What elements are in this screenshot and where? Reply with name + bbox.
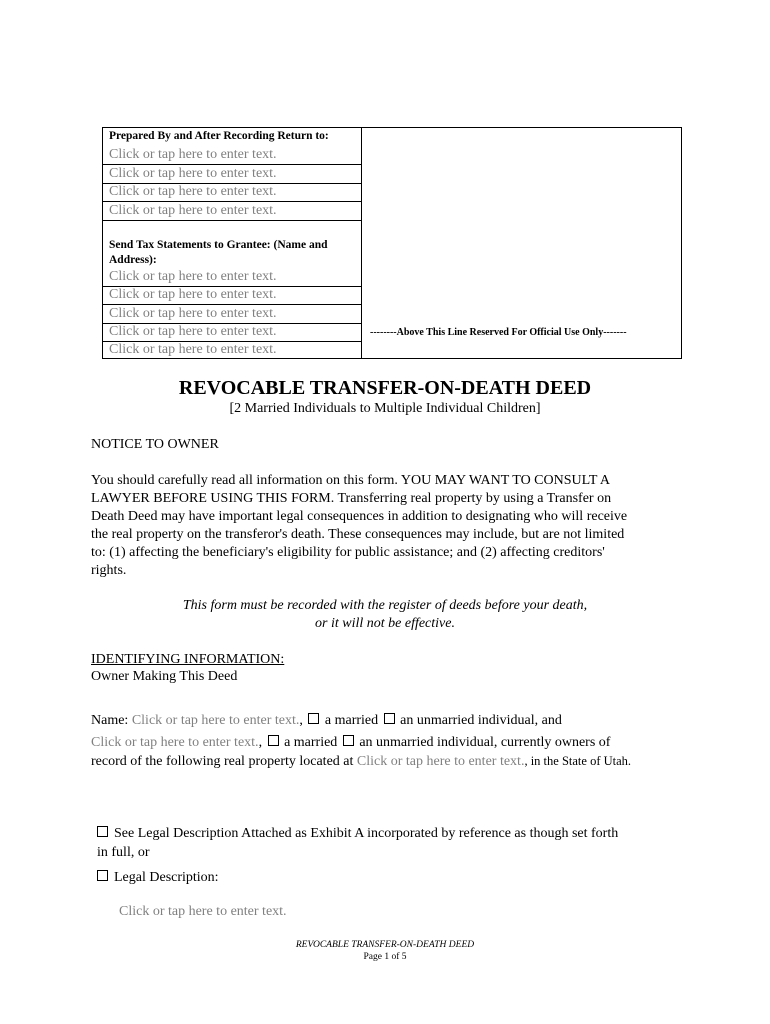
record-text: record of the following real property located at (91, 754, 354, 769)
owner-1-married-checkbox[interactable] (308, 713, 319, 724)
legal-attached-line-2: in full, or (97, 845, 150, 860)
tax-statements-label-line2: Address): (109, 254, 157, 266)
owner-1-line (91, 712, 562, 730)
legal-description-checkbox[interactable] (97, 870, 108, 881)
owner-1-unmarried-checkbox[interactable] (384, 713, 395, 724)
prepared-field-4[interactable]: Click or tap here to enter text. (109, 203, 277, 218)
notice-heading: NOTICE TO OWNER (91, 437, 219, 452)
notice-line-2: LAWYER BEFORE USING THIS FORM. Transferring real property by using a Transfer on (91, 491, 612, 506)
identifying-heading: IDENTIFYING INFORMATION: (91, 652, 285, 667)
recording-notice-line-2: or it will not be effective. (315, 616, 455, 631)
recording-return-section (103, 128, 362, 358)
notice-line-5: to: (1) affecting the beneficiary's eligibility for public assistance; and (2) affecting creditors' (91, 545, 605, 560)
owner-2-married-checkbox[interactable] (268, 735, 279, 746)
legal-description-field[interactable]: Click or tap here to enter text. (119, 904, 287, 919)
tax-field-2[interactable]: Click or tap here to enter text. (109, 287, 277, 302)
prepared-field-2[interactable]: Click or tap here to enter text. (109, 166, 277, 181)
prepared-by-label: Prepared By and After Recording Return to: (109, 130, 329, 142)
notice-line-4: the real property on the transferor's death. These consequences may include, but are not limited (91, 527, 625, 542)
document-subtitle: [2 Married Individuals to Multiple Individual Children] (229, 401, 541, 416)
owner-2-line (91, 734, 610, 752)
recording-notice-line-1: This form must be recorded with the register of deeds before your death, (182, 598, 588, 613)
owner-1-name-field[interactable]: Click or tap here to enter text. (131, 713, 300, 728)
notice-line-6: rights. (91, 563, 127, 578)
married-label: a married (324, 713, 379, 728)
official-use-note: --------Above This Line Reserved For Official Use Only------- (370, 327, 627, 338)
unmarried-owners-label: an unmarried individual, currently owners of (359, 735, 611, 750)
county-field[interactable]: Click or tap here to enter text. (356, 754, 525, 769)
notice-line-1: You should carefully read all information on this form. YOU MAY WANT TO CONSULT A (91, 473, 611, 488)
legal-description-option (97, 869, 219, 887)
owner-2-unmarried-checkbox[interactable] (343, 735, 354, 746)
property-location-line (91, 752, 631, 771)
comma: , (258, 735, 263, 750)
legal-description-label: Legal Description: (114, 870, 219, 885)
recording-header-table (102, 127, 682, 359)
page-number: Page 1 of 5 (363, 952, 407, 962)
state-text: , in the State of Utah. (524, 754, 632, 768)
prepared-field-3[interactable]: Click or tap here to enter text. (109, 184, 277, 199)
tax-field-1[interactable]: Click or tap here to enter text. (109, 269, 277, 284)
owner-heading: Owner Making This Deed (91, 669, 238, 684)
footer-title: REVOCABLE TRANSFER-ON-DEATH DEED (295, 940, 475, 950)
tax-field-3[interactable]: Click or tap here to enter text. (109, 306, 277, 321)
owner-2-name-field[interactable]: Click or tap here to enter text. (91, 735, 259, 750)
tax-field-4[interactable]: Click or tap here to enter text. (109, 324, 277, 339)
name-label: Name: (91, 713, 129, 728)
comma: , (299, 713, 303, 728)
tax-statements-label-line1: Send Tax Statements to Grantee: (Name and (109, 239, 328, 251)
legal-attached-checkbox[interactable] (97, 826, 108, 837)
document-title: REVOCABLE TRANSFER-ON-DEATH DEED (178, 377, 592, 399)
married-label: a married (284, 735, 338, 750)
unmarried-label: an unmarried individual, and (400, 713, 562, 728)
prepared-field-1[interactable]: Click or tap here to enter text. (109, 147, 277, 162)
legal-attached-line-1: See Legal Description Attached as Exhibit A incorporated by reference as though set forth (114, 826, 619, 841)
legal-attached-option (97, 825, 618, 843)
divider (103, 220, 362, 221)
notice-line-3: Death Deed may have important legal consequences in addition to designating who will receive (91, 509, 628, 524)
tax-field-5[interactable]: Click or tap here to enter text. (109, 342, 277, 357)
